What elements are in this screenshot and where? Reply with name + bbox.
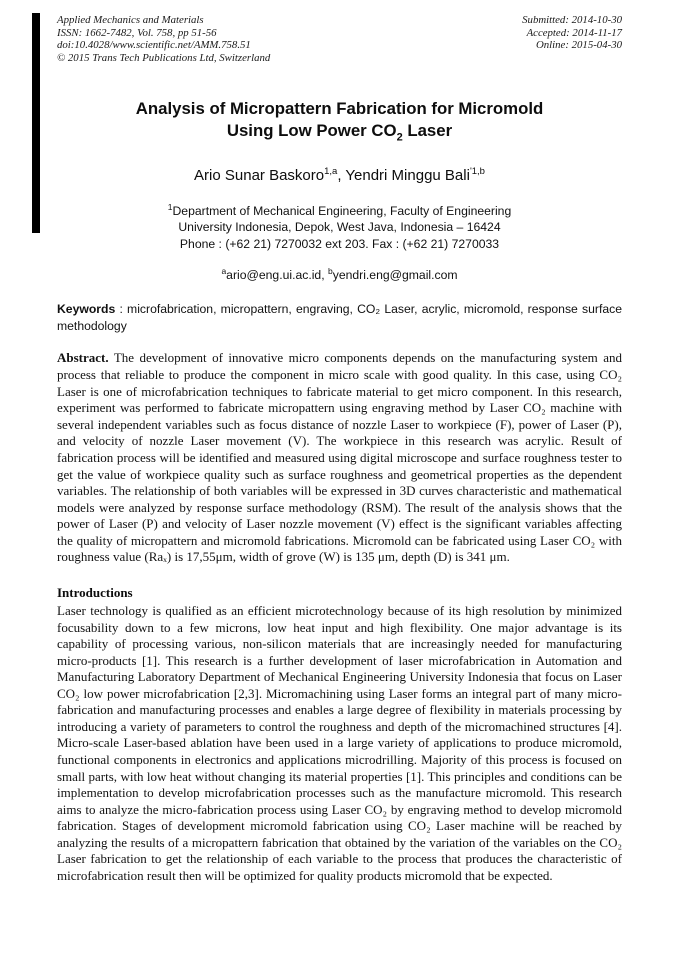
author-line [57, 166, 622, 184]
email-a-superscript: a [221, 266, 227, 277]
online-date: Online: 2015-04-30 [535, 39, 622, 52]
email-b: yendri.eng@gmail.com [332, 268, 458, 283]
affiliation-line2: University Indonesia, Depok, West Java, Indonesia – 16424 [178, 220, 501, 235]
affiliation-block [57, 199, 622, 253]
journal-issn-volume: ISSN: 1662-7482, Vol. 758, pp 51-56 [57, 26, 217, 39]
keywords-paragraph [57, 301, 622, 335]
introduction-paragraph: Laser technology is qualified as an efficient microtechnology because of its high resolution by minimized focusability down to a few microns, low heat input and high flexibility. One major advantage is its capability of processing various, non-silicon materials that are increasingly needed for manufacturing micro-products [1]. This research is a further development of laser microfabrication in Automation and Manufacturing Laboratory Department of Mechanical Engineering University Indonesia that focus on Laser CO₂ low power microfabrication [2,3]. Micromachining using Laser forms an integral part of many micro-fabrication and manufacturing processes and enables a large degree of flexibility in materials processing by introducing a variety of parameters to control the roughness and depth of the micromachined structures [4]. Micro-scale Laser-based ablation have been used in a large variety of applications to produce micromold, functional components in electronics and applications microdrilling. Majority of this process is focused on small parts, with low heat without changing its material properties [1]. This principles and conditions can be implementation to develop microfabrication processes such as the manufacture micromold. This research aims to analyze the micro-fabrication process using Laser CO₂ by engraving method to develop micromold fabrication. Stages of development micromold fabrication using CO₂ Laser machine will be reached by analyzing the results of a micropattern fabrication that obtained by the variation of the variables on the CO₂ Laser fabrication to get the relationship of each variable to the process that produces the characteristic of microfabrication result then will be optimized for quality products micromold that be expected. [57, 603, 622, 883]
author-separator: , [337, 166, 346, 184]
abstract-paragraph [57, 350, 622, 566]
affiliation-department: Department of Mechanical Engineering, Faculty of Engineering [172, 203, 512, 218]
title-co2-subscript: 2 [396, 131, 403, 144]
journal-header [57, 14, 622, 64]
journal-copyright: © 2015 Trans Tech Publications Ltd, Switzerland [57, 51, 271, 64]
introduction-heading: Introductions [57, 585, 133, 601]
affiliation-superscript: 1 [167, 201, 173, 212]
accepted-date: Accepted: 2014-11-17 [526, 26, 622, 39]
abstract-text: The development of innovative micro components depends on the manufacturing system and process that reliable to produce the component in micro scale with good quality. In this case, using CO₂ Laser is one of microfabrication techniques to fabricate material to get micro component. In this research, experiment was performed to fabricate micropattern using engraving method by Laser CO₂ machine with several independent variables such as focus distance of nozzle Laser to workpiece (F), power of Laser (P), and velocity of nozzle Laser movement (V). The workpiece in this research was acrylic. Result of fabrication process will be identified and measured using digital microscope and surface roughness tester to get the value of workpiece quality such as surface roughness and geometrical properties as the dependent variables. The relationship of both variables will be expressed in 3D curves characteristic and mathematical models were analyzed by response surface methodology (RSM). The result of the analysis shows that the power of Laser (P) and velocity of Laser nozzle movement (V) effect is the significant variables affecting the quality of micropattern and micromold fabrications. Micromold can be fabricated using Laser CO₂ with roughness value (Raₓ) is 17,55μm, width of grove (W) is 135 μm, depth (D) is 341 μm. [57, 350, 622, 565]
email-line [57, 266, 622, 282]
journal-doi: doi:10.4028/www.scientific.net/AMM.758.51 [57, 39, 251, 52]
affiliation-line1 [57, 199, 622, 220]
author2-superscript: '1,b [469, 165, 485, 177]
keywords-text: : microfabrication, micropattern, engraving, CO₂ Laser, acrylic, micromold, response surface methodology [57, 302, 622, 334]
journal-name: Applied Mechanics and Materials [57, 14, 204, 26]
title-line1: Analysis of Micropattern Fabrication for Micromold [135, 99, 544, 119]
submission-dates [522, 14, 622, 64]
author1-superscript: 1,a [324, 165, 338, 177]
title-line2-post: Laser [402, 121, 453, 141]
paper-title [57, 98, 622, 148]
scan-artifact-bar [32, 13, 40, 233]
submitted-date: Submitted: 2014-10-30 [522, 14, 622, 26]
journal-info [57, 14, 270, 64]
affiliation-line3: Phone : (+62 21) 7270032 ext 203. Fax : (+62 21) 7270033 [179, 236, 500, 251]
keywords-label: Keywords [57, 302, 116, 317]
email-a: ario@eng.ui.ac.id, [226, 268, 328, 283]
abstract-label: Abstract. [57, 350, 109, 366]
email-b-superscript: b [327, 266, 333, 277]
author2-name: Yendri Minggu Bali [345, 166, 470, 184]
title-line2-pre: Using Low Power CO [226, 121, 397, 141]
author1-name: Ario Sunar Baskoro [194, 166, 325, 184]
